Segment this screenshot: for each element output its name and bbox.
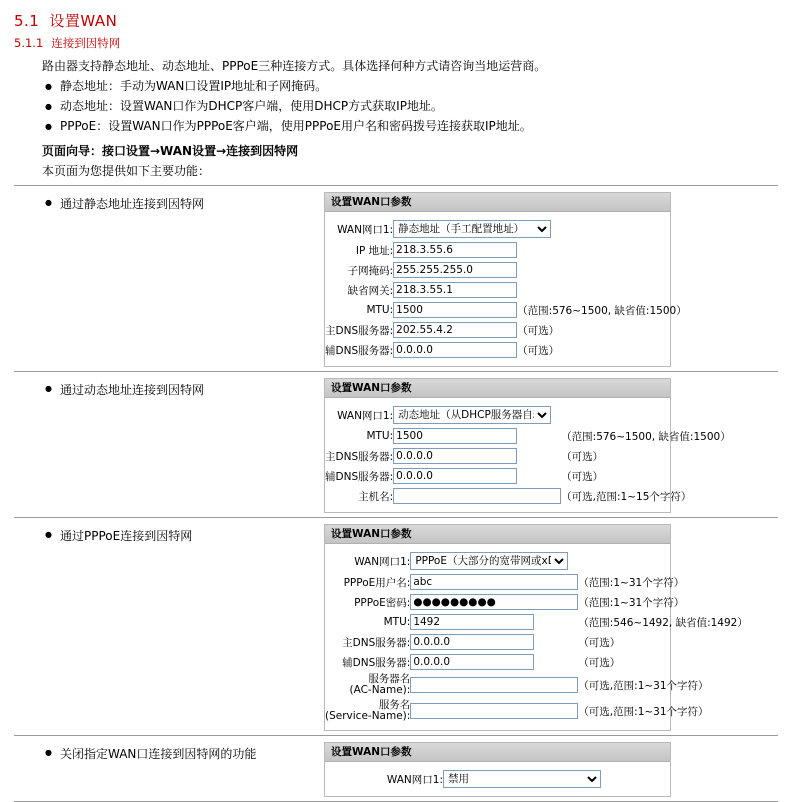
field-label: 主机名:	[358, 490, 394, 503]
field-control	[410, 632, 578, 652]
subsection-title	[14, 35, 778, 51]
field-label: 主DNS服务器:	[325, 324, 394, 337]
field-hint	[517, 260, 687, 280]
primary-dns-input[interactable]	[410, 634, 534, 650]
field-label: MTU:	[383, 616, 411, 628]
field-label	[325, 672, 410, 698]
disable-form	[325, 768, 666, 790]
hostname-input[interactable]	[393, 488, 561, 504]
field-control	[443, 768, 666, 790]
field-hint	[517, 240, 687, 260]
field-control	[393, 300, 517, 320]
field-hint: （可选,范围:1~31个字符）	[578, 679, 709, 692]
list-item: ● 静态地址：手动为WAN口设置IP地址和子网掩码。	[60, 77, 778, 96]
form-row	[325, 768, 666, 790]
field-label-line1: 服务名	[378, 699, 411, 711]
feature-block-pppoe	[14, 517, 778, 735]
form-row	[325, 698, 748, 724]
form-row	[325, 300, 687, 320]
field-control	[393, 446, 561, 466]
feature-block-static	[14, 185, 778, 371]
field-hint: （范围:1~31个字符）	[578, 596, 685, 609]
navigation-guide: 页面向导：接口设置→WAN设置→连接到因特网	[42, 144, 299, 158]
form-row	[325, 550, 748, 572]
field-hint: （可选）	[517, 344, 560, 357]
field-label: PPPoE用户名:	[343, 576, 411, 589]
feature-block-dynamic	[14, 371, 778, 517]
field-label: 辅DNS服务器:	[325, 344, 394, 357]
field-control	[393, 280, 517, 300]
panel-header: 设置WAN口参数	[325, 193, 670, 212]
mtu-input[interactable]	[410, 614, 534, 630]
field-control	[410, 672, 578, 698]
form-row	[325, 320, 687, 340]
field-label: WAN网口1:	[354, 555, 411, 568]
secondary-dns-input[interactable]	[410, 654, 534, 670]
feature-intro: 本页面为您提供如下主要功能：	[42, 164, 211, 178]
form-row	[325, 404, 731, 426]
field-label: MTU:	[366, 430, 394, 442]
form-row	[325, 572, 748, 592]
feature-block-disable	[14, 735, 778, 802]
field-control	[410, 698, 578, 724]
field-label: MTU:	[366, 304, 394, 316]
field-hint: （范围:576~1500, 缺省值:1500）	[517, 304, 687, 317]
field-hint: （范围:546~1492, 缺省值:1492）	[578, 616, 748, 629]
ip-address-input[interactable]	[393, 242, 517, 258]
field-label: 辅DNS服务器:	[342, 656, 411, 669]
form-row	[325, 652, 748, 672]
ac-name-input[interactable]	[410, 677, 578, 693]
field-hint: （可选,范围:1~15个字符）	[561, 490, 692, 503]
static-form	[325, 218, 687, 360]
field-control	[393, 404, 731, 426]
wan-settings-panel	[324, 742, 671, 797]
dynamic-form	[325, 404, 731, 506]
field-control	[393, 466, 561, 486]
intro-paragraph: 路由器支持静态地址、动态地址、PPPoE三种连接方式。具体选择何种方式请咨询当地运营商。	[42, 59, 547, 73]
field-label	[325, 698, 410, 724]
wan-mode-select[interactable]	[393, 220, 551, 238]
service-name-input[interactable]	[410, 703, 578, 719]
form-row	[325, 240, 687, 260]
wan-mode-select[interactable]	[393, 406, 551, 424]
section-title	[14, 10, 778, 31]
wan-settings-panel	[324, 192, 687, 367]
secondary-dns-input[interactable]	[393, 468, 517, 484]
subsection-number: 5.1.1	[14, 36, 44, 50]
field-control	[393, 426, 561, 446]
panel-body	[325, 762, 670, 796]
panel-body	[325, 544, 748, 730]
field-hint	[517, 280, 687, 300]
field-control	[393, 218, 687, 240]
primary-dns-input[interactable]	[393, 322, 517, 338]
field-label: 辅DNS服务器:	[325, 470, 394, 483]
field-label-line2: (AC-Name):	[349, 684, 411, 696]
field-hint: （可选）	[561, 450, 604, 463]
field-label: 主DNS服务器:	[325, 450, 394, 463]
list-item: ● 动态地址：设置WAN口作为DHCP客户端，使用DHCP方式获取IP地址。	[60, 97, 778, 116]
pppoe-username-input[interactable]	[410, 574, 578, 590]
field-label: WAN网口1:	[337, 223, 394, 236]
field-control	[410, 652, 578, 672]
pppoe-form	[325, 550, 748, 724]
panel-header: 设置WAN口参数	[325, 379, 670, 398]
feature-label: ● 通过静态地址连接到因特网	[60, 195, 310, 212]
form-row	[325, 592, 748, 612]
field-hint: （可选）	[578, 636, 621, 649]
form-row	[325, 426, 731, 446]
field-control	[393, 260, 517, 280]
default-gateway-input[interactable]	[393, 282, 517, 298]
section-title-text: 设置WAN	[49, 12, 118, 30]
form-row	[325, 486, 731, 506]
mtu-input[interactable]	[393, 428, 517, 444]
form-row	[325, 260, 687, 280]
field-hint: （范围:1~31个字符）	[578, 576, 685, 589]
form-row	[325, 340, 687, 360]
field-label: 缺省网关:	[347, 284, 394, 297]
feature-label: ● 通过PPPoE连接到因特网	[60, 527, 310, 544]
field-control	[393, 320, 517, 340]
form-row	[325, 218, 687, 240]
form-row	[325, 466, 731, 486]
field-control	[393, 486, 561, 506]
field-hint: （可选）	[578, 656, 621, 669]
field-label: 子网掩码:	[347, 264, 394, 277]
pppoe-password-input[interactable]	[410, 594, 578, 610]
form-row	[325, 672, 748, 698]
field-label: 主DNS服务器:	[342, 636, 411, 649]
panel-body	[325, 212, 687, 366]
form-row	[325, 446, 731, 466]
form-row	[325, 280, 687, 300]
wan-settings-panel	[324, 524, 748, 731]
form-row	[325, 612, 748, 632]
field-hint: （可选,范围:1~31个字符）	[578, 705, 709, 718]
field-label-line2: (Service-Name):	[325, 710, 411, 722]
field-hint: （可选）	[561, 470, 604, 483]
primary-dns-input[interactable]	[393, 448, 517, 464]
panel-header: 设置WAN口参数	[325, 743, 670, 762]
section-number: 5.1	[14, 12, 40, 30]
field-label: IP 地址:	[355, 244, 394, 257]
field-control	[410, 612, 578, 632]
panel-header: 设置WAN口参数	[325, 525, 670, 544]
secondary-dns-input[interactable]	[393, 342, 517, 358]
wan-mode-select[interactable]	[410, 552, 568, 570]
form-row	[325, 632, 748, 652]
mtu-input[interactable]	[393, 302, 517, 318]
field-control	[410, 592, 578, 612]
field-label: WAN网口1:	[337, 409, 394, 422]
field-label: WAN网口1:	[386, 773, 443, 786]
field-hint: （范围:576~1500, 缺省值:1500）	[561, 430, 731, 443]
field-control	[410, 550, 748, 572]
field-hint: （可选）	[517, 324, 560, 337]
field-control	[410, 572, 578, 592]
feature-label: ● 通过动态地址连接到因特网	[60, 381, 310, 398]
field-control	[393, 240, 517, 260]
subnet-mask-input[interactable]	[393, 262, 517, 278]
field-label-line1: 服务器名	[368, 673, 411, 685]
panel-body	[325, 398, 731, 512]
feature-label: ● 关闭指定WAN口连接到因特网的功能	[60, 745, 310, 762]
wan-mode-select[interactable]	[443, 770, 601, 788]
field-control	[393, 340, 517, 360]
connection-type-list	[14, 77, 778, 136]
subsection-title-text: 连接到因特网	[51, 36, 121, 50]
list-item: ● PPPoE：设置WAN口作为PPPoE客户端，使用PPPoE用户名和密码拨号连接获取IP地址。	[60, 117, 778, 136]
wan-settings-panel	[324, 378, 731, 513]
field-label: PPPoE密码:	[354, 596, 411, 609]
